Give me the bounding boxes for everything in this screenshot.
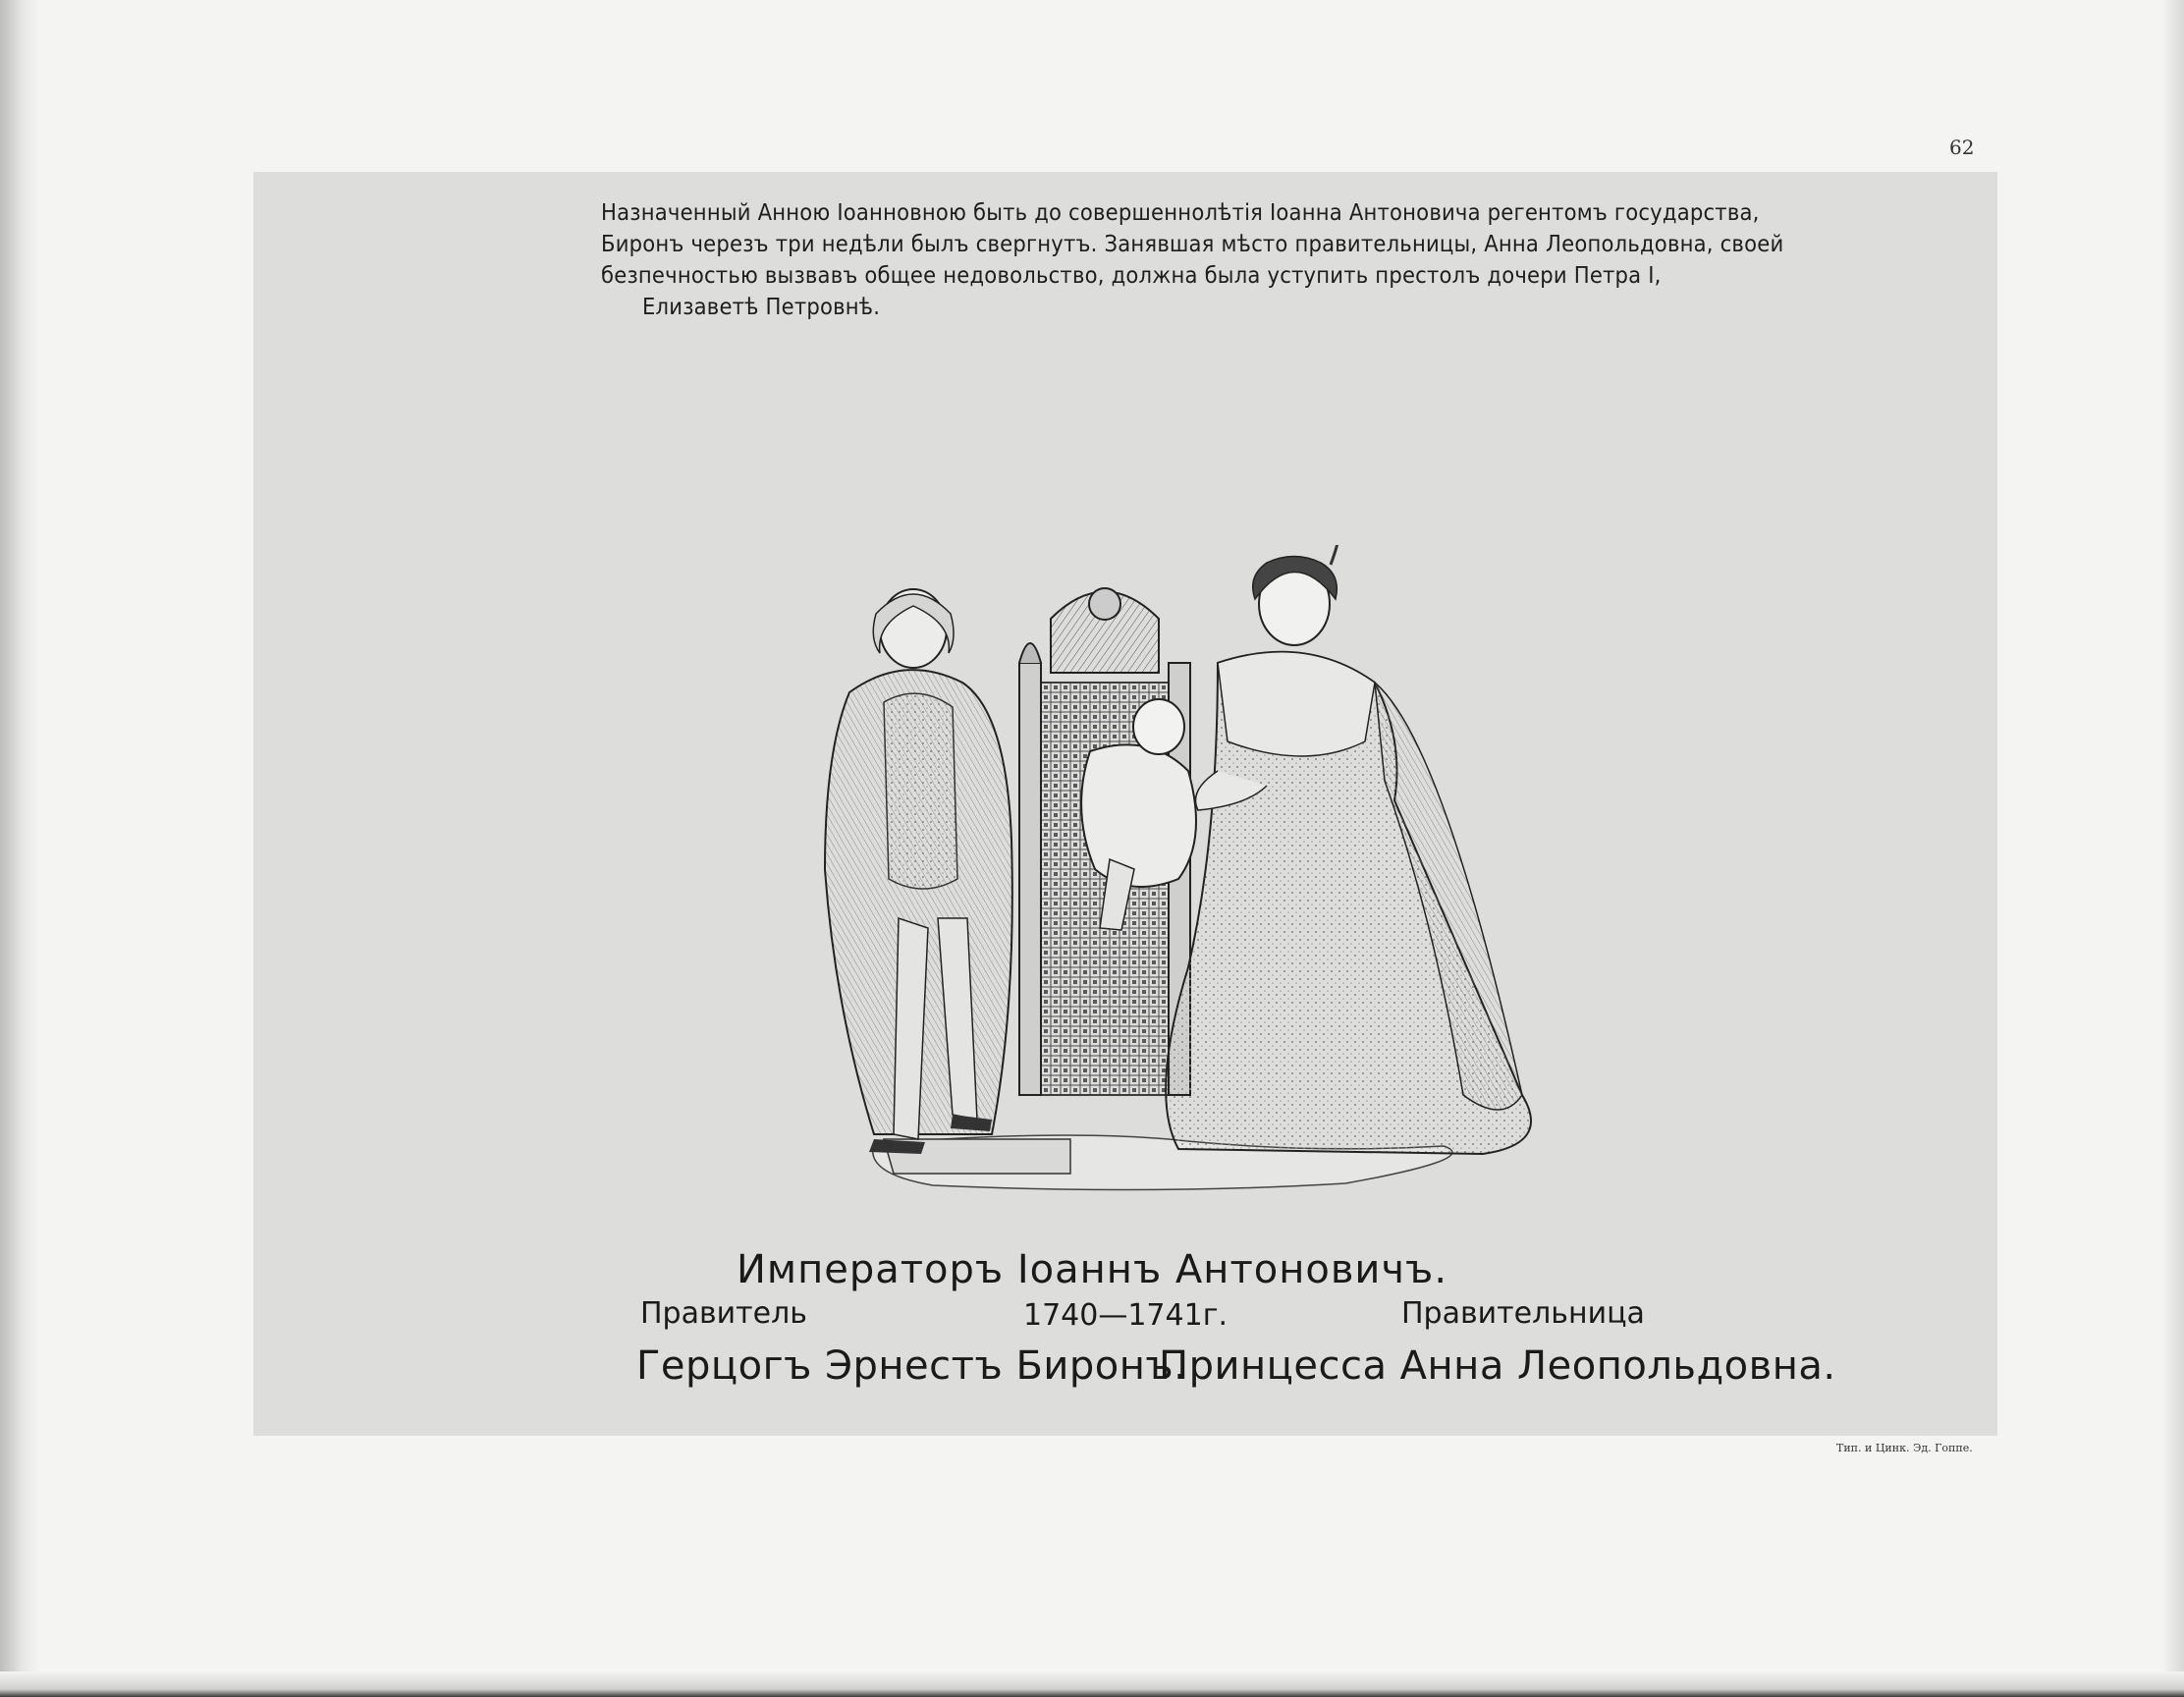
header-text (601, 196, 1784, 322)
page-edge-left (0, 0, 39, 1697)
page-edge-right (2162, 0, 2184, 1697)
engraving-title: Императоръ Іоаннъ Антоновичъ. (736, 1247, 1448, 1292)
header-line-2: Биронъ черезъ три недѣли былъ свергнутъ. Занявшая мѣсто правительницы, Анна Леопольдовна, своей (601, 230, 1784, 257)
figure-regent-anna (1166, 545, 1531, 1154)
header-line-4: Елизаветѣ Петровнѣ. (642, 293, 881, 320)
header-line-1: Назначенный Анною Іоанновною быть до совершеннолѣтія Іоанна Антоновича регентомъ государства, (601, 198, 1760, 226)
header-line-3: безпечностью вызвавъ общее недовольство, должна была уступить престолъ дочери Петра І, (601, 261, 1662, 289)
left-name-label: Герцогъ Эрнестъ Биронъ. (636, 1343, 1187, 1389)
page-edge-bottom (0, 1671, 2184, 1697)
figure-regent-biron (825, 589, 1012, 1154)
page-number: 62 (1949, 136, 1975, 159)
right-name-label: Принцесса Анна Леопольдовна. (1159, 1343, 1836, 1389)
engraving-illustration (756, 545, 1561, 1193)
right-role-label: Правительница (1401, 1296, 1645, 1331)
left-role-label: Правитель (640, 1296, 807, 1331)
printer-credit: Тип. и Цинк. Эд. Гоппе. (1836, 1442, 1973, 1454)
years-label: 1740—1741г. (1023, 1298, 1228, 1333)
